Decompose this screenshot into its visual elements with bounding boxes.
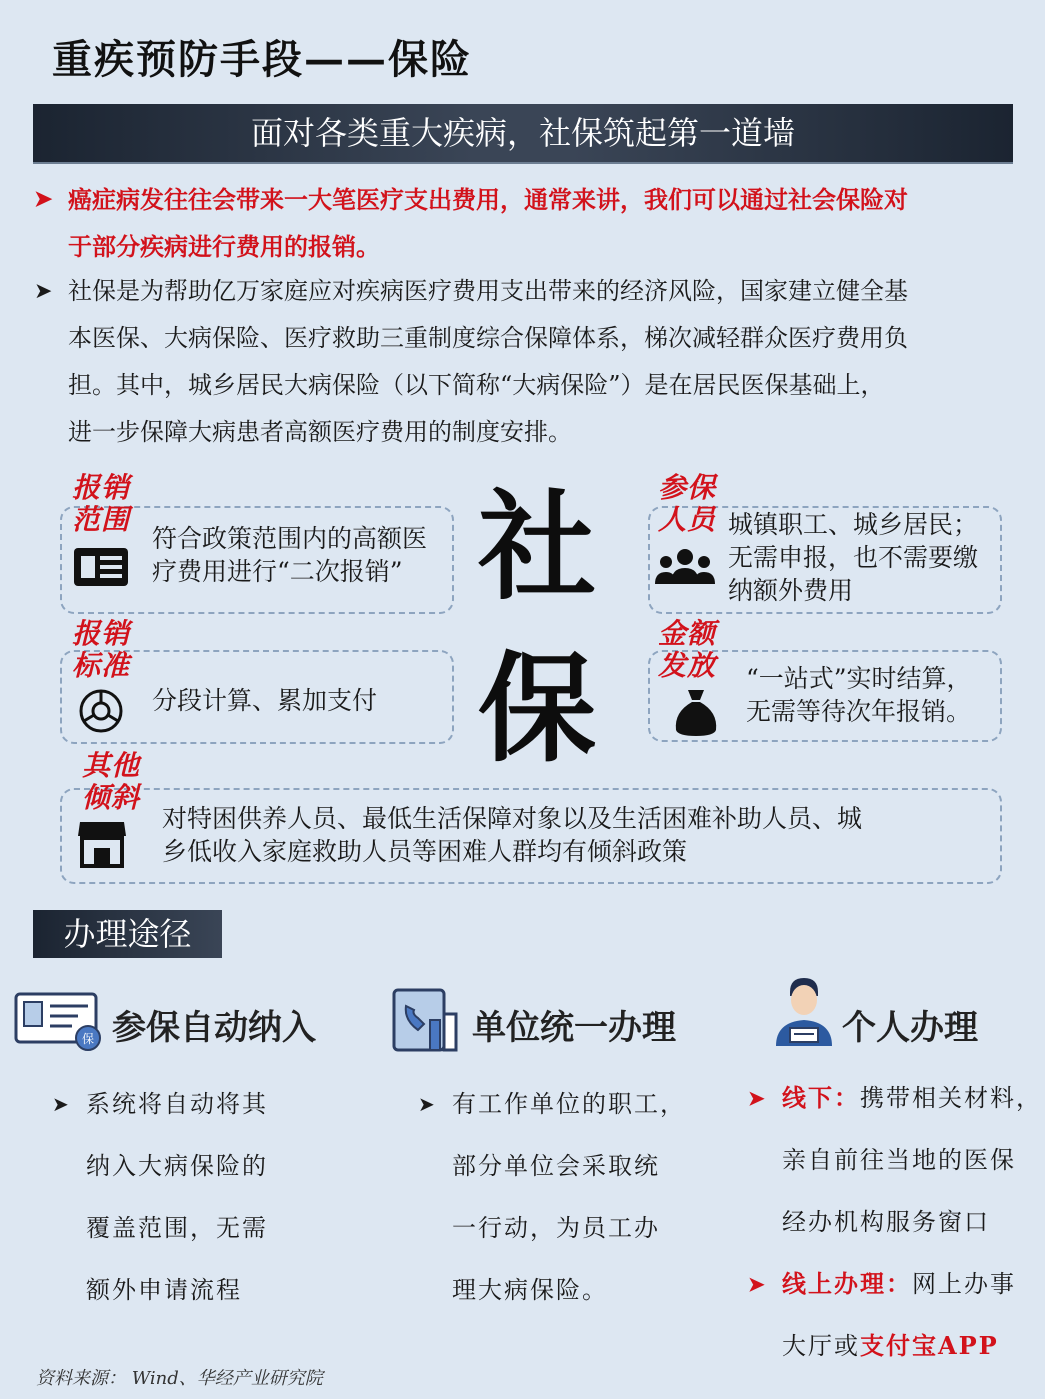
page-title: 重疾预防手段——保险 [52, 36, 472, 83]
card-payout-text: “一站式”实时结算， 无需等待次年报销。 [746, 664, 972, 726]
arrow-bullet-icon: ➤ [748, 1272, 767, 1296]
para-line: 进一步保障大病患者高额医疗费用的制度安排。 [68, 418, 572, 446]
headline-banner: 面对各类重大疾病，社保筑起第一道墙 [33, 104, 1013, 164]
column-text-auto: ➤ 系统将自动将其 纳入大病保险的 覆盖范围，无需 额外申请流程 [86, 1073, 268, 1321]
arrow-bullet-icon: ➤ [418, 1092, 437, 1116]
para-line: 于部分疾病进行费用的报销。 [68, 232, 380, 261]
card-scope-tag: 报销 范围 [72, 471, 131, 536]
card-people-text: 城镇职工、城乡居民； 无需申报，也不需要缴 纳额外费用 [728, 510, 979, 605]
section-label: 办理途径 [33, 910, 222, 958]
big-char-bao: 保 [478, 639, 597, 778]
para-line: 担。其中，城乡居民大病保险（以下简称“大病保险”）是在居民医保基础上， [68, 371, 885, 399]
column-title-auto: 参保自动纳入 [112, 1008, 316, 1048]
svg-text:保: 保 [81, 1032, 95, 1046]
card-other-tag: 其他 倾斜 [82, 749, 141, 814]
phone-document-icon [390, 986, 462, 1056]
column-text-personal: ➤ 线下：携带相关材料， 亲自前往当地的医保 经办机构服务窗口 ➤ 线上办理：网上办事 大厅或支付宝APP [782, 1067, 1042, 1377]
shop-store-icon [76, 818, 128, 868]
column-title-personal: 个人办理 [842, 1008, 978, 1048]
big-char-she: 社 [478, 477, 597, 616]
source-footer: 资料来源： Wind、华经产业研究院 [36, 1368, 323, 1389]
arrow-bullet-icon: ➤ [748, 1086, 767, 1110]
column-title-employer: 单位统一办理 [472, 1008, 676, 1048]
online-line-2: 大厅或支付宝APP [782, 1331, 999, 1360]
intro-paragraph-red [34, 176, 1008, 270]
card-payout-tag: 金额 发放 [658, 617, 717, 682]
people-group-icon [654, 548, 716, 586]
para-line: 癌症病发往往会带来一大笔医疗支出费用，通常来讲，我们可以通过社会保险对 [68, 185, 908, 214]
card-other-text: 对特困供养人员、最低生活保障对象以及生活困难补助人员、城 乡低收入家庭救助人员等困难人群均有倾斜政策 [162, 804, 863, 866]
arrow-bullet-icon: ➤ [34, 279, 53, 304]
arrow-bullet-icon: ➤ [52, 1092, 71, 1116]
chart-circle-icon [78, 688, 124, 734]
online-line: ➤ 线上办理：网上办事 [782, 1253, 1042, 1315]
card-standard-tag: 报销 标准 [72, 617, 131, 682]
money-bag-icon [672, 686, 720, 738]
document-card-icon [72, 546, 130, 588]
offline-line: 线下：携带相关材料， [782, 1083, 1042, 1112]
insurance-id-card-icon [14, 990, 102, 1052]
card-scope-text: 符合政策范围内的高额医 疗费用进行“二次报销” [152, 524, 428, 586]
card-standard-text: 分段计算、累加支付 [152, 686, 378, 715]
column-text-employer: ➤ 有工作单位的职工， 部分单位会采取统 一行动，为员工办 理大病保险。 [452, 1073, 686, 1321]
intro-paragraph [34, 268, 1008, 456]
person-user-icon [772, 976, 836, 1048]
arrow-bullet-icon: ➤ [34, 186, 53, 212]
para-line: 本医保、大病保险、医疗救助三重制度综合保障体系，梯次减轻群众医疗费用负 [68, 324, 908, 352]
card-people-tag: 参保 人员 [658, 471, 717, 536]
para-line: 社保是为帮助亿万家庭应对疾病医疗费用支出带来的经济风险，国家建立健全基 [68, 277, 908, 305]
